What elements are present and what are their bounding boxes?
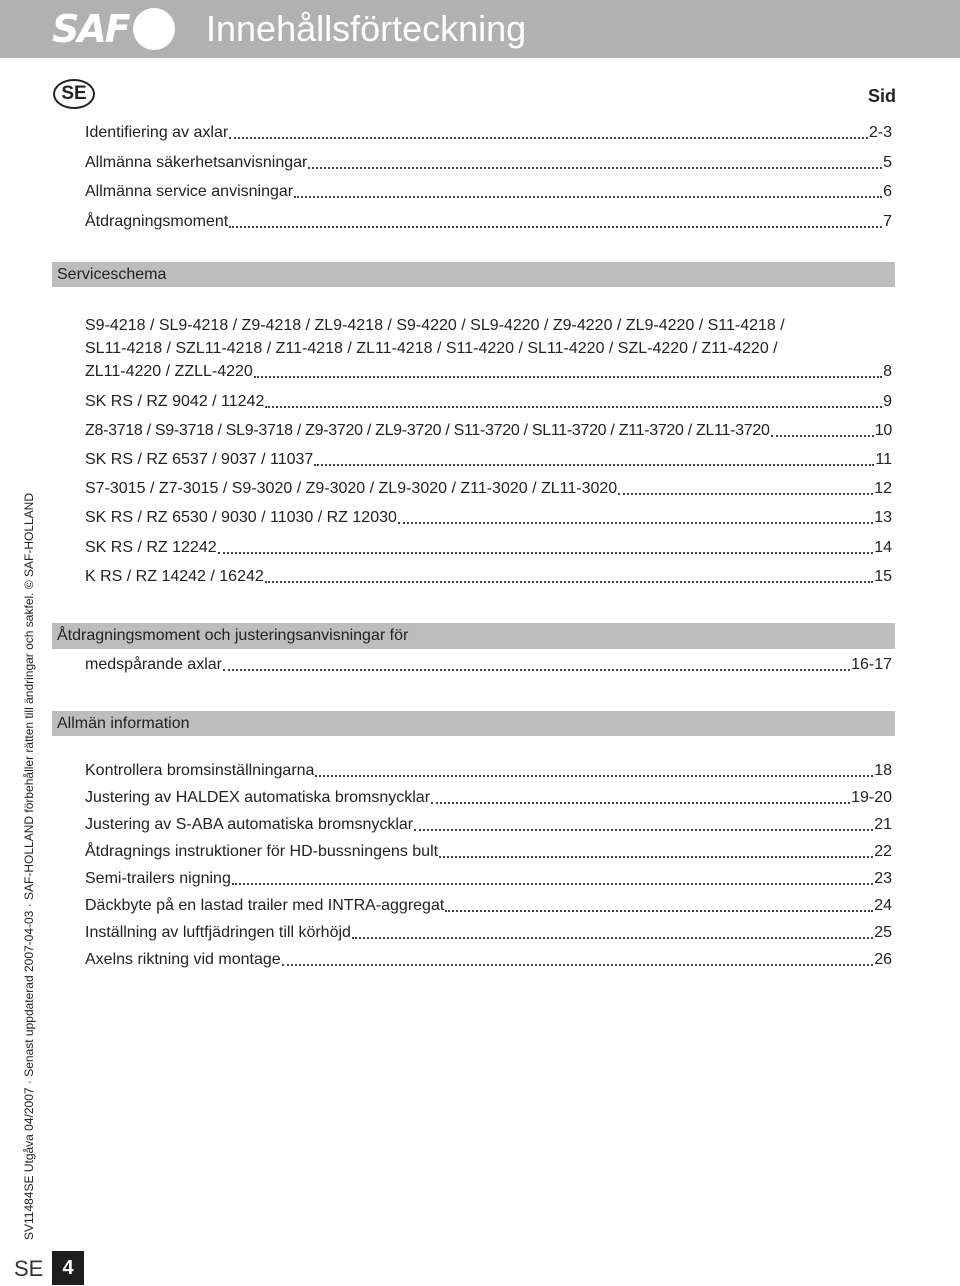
toc-entry-service-schedule[interactable] [85,479,892,499]
toc-entry-service-schedule[interactable] [85,392,892,412]
toc-entry-general[interactable] [85,950,892,970]
dot-leader [254,375,882,378]
toc-entry-text: Semi-trailers nigning [85,870,231,887]
dot-leader [232,882,873,885]
toc-entry-page: 5 [883,154,892,171]
toc-entry-text: Z8-3718 / S9-3718 / SL9-3718 / Z9-3720 / ZL9-3720 / S11-3720 / SL11-3720 / Z11-3720 / ZL11-3720 [85,422,770,439]
dot-leader [294,195,882,198]
dot-leader [431,801,850,804]
toc-entry-text: Däckbyte på en lastad trailer med INTRA-aggregat [85,897,445,914]
toc-entry-page: 10 [874,422,892,439]
toc-entry-service-schedule[interactable] [85,421,892,441]
toc-entry-service-schedule[interactable] [85,450,892,470]
toc-entry-general[interactable] [85,842,892,862]
dot-leader [265,580,873,583]
section-header-torque-adjustment: Åtdragningsmoment och justeringsanvisningar för [52,623,895,649]
toc-entry-text: SK RS / RZ 12242 [85,539,217,556]
dot-leader [352,936,873,939]
saf-logo [52,8,175,50]
dot-leader [223,668,850,671]
dot-leader [618,492,873,495]
toc-entry-text: SK RS / RZ 9042 / 11242 [85,393,265,410]
section-header-general-information: Allmän information [52,711,895,736]
toc-entry-text: S7-3015 / Z7-3015 / S9-3020 / Z9-3020 / ZL9-3020 / Z11-3020 / ZL11-3020 [85,480,618,497]
document-footnote: SV11484SE Utgåva 04/2007 · Senast uppdaterad 2007-04-03 · SAF-HOLLAND förbehåller rätten till ändringar och sakfel. © SAF-HOLLAND [22,492,36,1240]
dot-leader [282,963,874,966]
toc-entry-torque[interactable] [85,212,892,232]
toc-entry-page: 6 [883,183,892,200]
toc-entry-general[interactable] [85,896,892,916]
toc-entry-general[interactable] [85,869,892,889]
dot-leader [218,551,874,554]
dot-leader [315,774,873,777]
toc-entry-service-schedule[interactable] [85,538,892,558]
toc-entry-text: Identifiering av axlar [85,124,229,141]
service-models-line: SL11-4218 / SZL11-4218 / Z11-4218 / ZL11-4218 / S11-4220 / SL11-4220 / SZL-4220 / Z11-4220 / [85,340,778,357]
toc-entry-text: SK RS / RZ 6537 / 9037 / 11037 [85,451,314,468]
toc-entry-page: 25 [874,924,892,941]
toc-entry-page: 8 [883,363,892,380]
toc-entry-general[interactable] [85,923,892,943]
dot-leader [265,405,882,408]
toc-entry-page: 21 [874,816,892,833]
toc-entry-page: 22 [874,843,892,860]
toc-entry-page: 13 [874,509,892,526]
dot-leader [414,828,873,831]
dot-leader [398,521,873,524]
toc-entry-text: Kontrollera bromsinställningarna [85,762,315,779]
toc-entry-service-schedule[interactable] [85,508,892,528]
dot-leader [229,225,882,228]
page-number: 4 [52,1251,84,1285]
toc-entry-general[interactable] [85,815,892,835]
toc-entry-page: 18 [874,762,892,779]
toc-entry-axle-identification[interactable] [85,123,892,143]
toc-entry-text: Åtdragnings instruktioner för HD-bussningens bult [85,843,439,860]
toc-entry-text: K RS / RZ 14242 / 16242 [85,568,264,585]
toc-entry-page: 19-20 [851,789,892,806]
page-header [0,0,960,58]
toc-entry-text: Allmänna service anvisningar [85,183,294,200]
dot-leader [229,136,868,139]
toc-entry-text: SK RS / RZ 6530 / 9030 / 11030 / RZ 12030 [85,509,397,526]
section-header-service-schedule: Serviceschema [52,262,895,287]
dot-leader [445,909,873,912]
dot-leader [308,166,882,169]
toc-entry-page: 2-3 [868,124,892,141]
toc-entry-text: Åtdragningsmoment [85,213,229,230]
logo-text: SAF [52,7,129,51]
toc-entry-page: 11 [875,451,892,468]
toc-entry-service-schedule[interactable] [85,362,892,382]
toc-entry-page: 16-17 [851,656,892,673]
toc-entry-service-schedule[interactable] [85,567,892,587]
toc-entry-page: 14 [874,539,892,556]
language-badge: SE [53,79,95,109]
toc-entry-page: 26 [874,951,892,968]
dot-leader [439,855,873,858]
toc-entry-page: 15 [874,568,892,585]
page-column-label: Sid [867,86,896,106]
toc-entry-text: Justering av S-ABA automatiska bromsnycklar [85,816,414,833]
toc-entry-page: 23 [874,870,892,887]
toc-entry-text: ZL11-4220 / ZZLL-4220 [85,363,253,380]
toc-entry-general[interactable] [85,761,892,781]
toc-entry-page: 12 [874,480,892,497]
toc-entry-text: Inställning av luftfjädringen till körhöjd [85,924,351,941]
toc-entry-text: Allmänna säkerhetsanvisningar [85,154,308,171]
toc-entry-safety[interactable] [85,153,892,173]
footer-language: SE [14,1256,44,1281]
dot-leader [771,434,874,437]
dot-leader [314,463,874,466]
toc-entry-page: 24 [874,897,892,914]
page-title: Innehållsförteckning [206,8,527,49]
toc-entry-page: 9 [883,393,892,410]
toc-entry-text: Justering av HALDEX automatiska bromsnycklar [85,789,431,806]
logo-circle-icon [133,8,175,50]
toc-entry-text: medspårande axlar [85,656,222,673]
toc-entry-page: 7 [883,213,892,230]
toc-entry-steering-axles[interactable] [85,655,892,675]
toc-entry-general[interactable] [85,788,892,808]
toc-entry-service[interactable] [85,182,892,202]
toc-entry-text: Axelns riktning vid montage [85,951,281,968]
service-models-line: S9-4218 / SL9-4218 / Z9-4218 / ZL9-4218 / S9-4220 / SL9-4220 / Z9-4220 / ZL9-4220 / S11-4218 / [85,317,785,334]
